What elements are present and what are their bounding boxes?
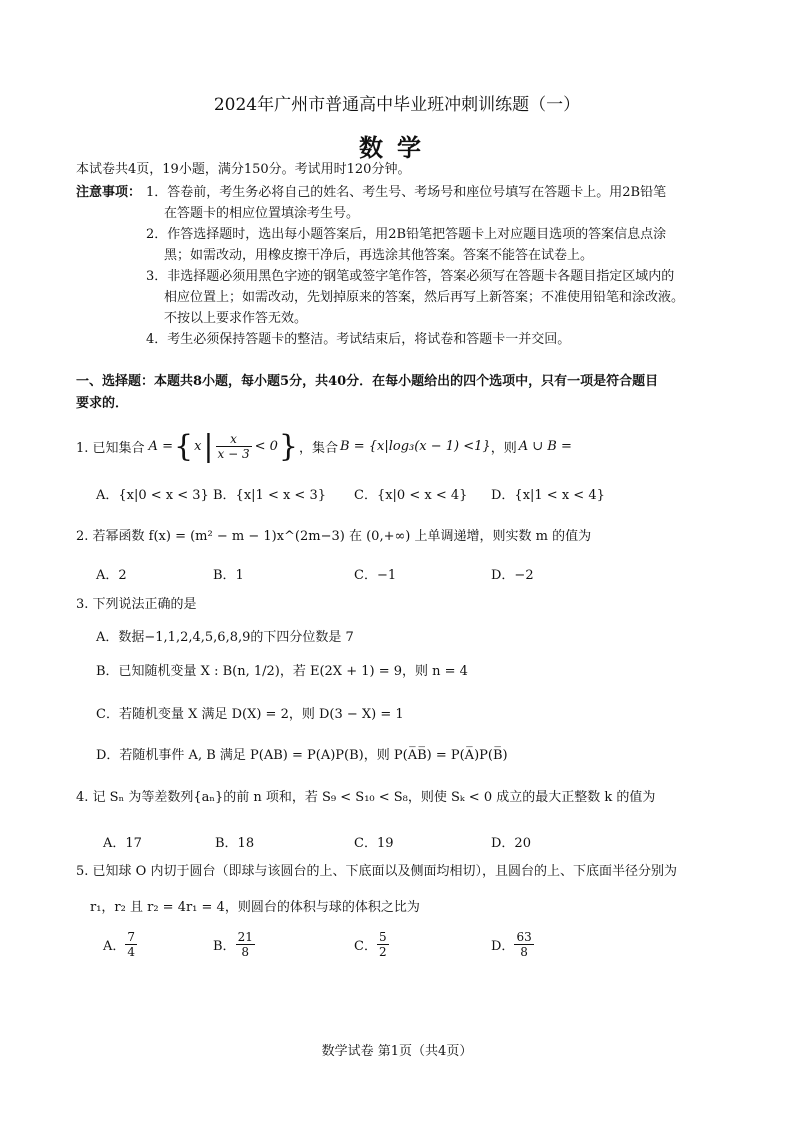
q1-setA-fraction [216,432,252,461]
q5-option-a-letter: A． [103,939,126,954]
q1-setA-var: x [194,438,202,454]
question-3-stem: 3. 下列说法正确的是 [76,597,197,612]
q4-option-c[interactable]: C．19 [354,836,394,851]
q5-option-c-den: 2 [378,945,387,959]
q5-option-d-letter: D． [491,939,515,954]
q5-option-b[interactable] [213,930,255,959]
note-3-line-3: 不按以上要求作答无效。 [164,311,308,326]
note-3-line-1: 3．非选择题必须用黑色字迹的钢笔或签字笔作答，答案必须写在答题卡各题目指定区域内的 [146,269,675,284]
q3-option-a[interactable]: A．数据−1,1,2,4,5,6,8,9的下四分位数是 7 [96,630,354,645]
q2-option-a[interactable]: A．2 [96,568,127,583]
q1-option-b[interactable]: B．{x|1 < x < 3} [213,488,326,503]
question-4-stem: 4. 记 Sₙ 为等差数列{aₙ}的前 n 项和，若 S₉ < S₁₀ < S₈，则使 Sₖ < 0 成立的最大正整数 k 的值为 [76,790,656,805]
q3-option-b[interactable]: B．已知随机变量 X : B(n, 1/2)，若 E(2X + 1) = 9，则 n = 4 [96,664,468,679]
q1-setA-numerator: x [216,432,252,447]
q5-option-b-fraction [236,930,255,959]
q5-option-c[interactable] [354,930,389,959]
q2-option-d[interactable]: D．−2 [491,568,534,583]
q5-option-d[interactable] [491,930,534,959]
q5-option-b-den: 8 [241,945,250,959]
note-2-line-1: 2．作答选择题时，选出每小题答案后，用2B铅笔把答题卡上对应题目选项的答案信息点涂 [146,227,667,242]
note-1-line-1: 1．答卷前，考生务必将自己的姓名、考生号、考场号和座位号填写在答题卡上。用2B铅笔 [146,185,667,200]
q1-option-a[interactable]: A．{x|0 < x < 3} [96,488,209,503]
q5-option-a-num: 7 [127,930,136,944]
exam-title: 2024年广州市普通高中毕业班冲刺训练题（一） [213,95,581,115]
q1-option-c[interactable]: C．{x|0 < x < 4} [354,488,468,503]
q5-option-a[interactable] [103,930,137,959]
exam-intro: 本试卷共4页，19小题，满分150分。考试用时120分钟。 [76,162,411,177]
q1-setA-rhs: < 0 [254,438,278,454]
q5-option-a-den: 4 [127,945,136,959]
notes-label: 注意事项： [76,185,142,200]
q1-prefix: 1. 已知集合 [76,440,145,456]
q1-mid: ，集合 [299,440,339,456]
note-2-line-2: 黑；如需改动，用橡皮擦干净后，再选涂其他答案。答案不能答在试卷上。 [164,248,594,263]
q3-option-c[interactable]: C．若随机变量 X 满足 D(X) = 2，则 D(3 − X) = 1 [96,707,404,722]
page-footer: 数学试卷 第1页（共4页） [321,1044,473,1059]
q4-option-b[interactable]: B．18 [215,836,255,851]
note-3-line-2: 相应位置上；如需改动，先划掉原来的答案，然后再写上新答案；不准使用铅笔和涂改液。 [164,290,685,305]
q5-option-c-fraction [377,930,389,959]
q5-option-d-num: 63 [516,930,532,944]
q5-option-b-letter: B． [213,939,236,954]
note-4-line-1: 4．考生必须保持答题卡的整洁。考试结束后，将试卷和答题卡一并交回。 [146,332,571,347]
bar-icon: | [203,428,214,464]
q1-union: A ∪ B = [518,438,572,454]
q5-option-c-letter: C． [354,939,377,954]
q1-tail: ，则 [490,440,517,456]
q1-option-d[interactable]: D．{x|1 < x < 4} [491,488,605,503]
q5-option-d-den: 8 [520,945,528,959]
question-1-stem [76,428,572,464]
q5-option-d-fraction [514,930,533,959]
q5-option-a-fraction [125,930,137,959]
q1-setA-lhs: A = [148,438,173,454]
q5-option-c-num: 5 [378,930,387,944]
q1-setA-denominator: x − 3 [217,446,250,461]
subject-heading: 数学 [359,133,435,162]
section-1-heading: 一、选择题：本题共8小题，每小题5分，共40分．在每小题给出的四个选项中，只有一项是符合题目 [76,374,659,389]
brace-close-icon: } [278,428,298,464]
note-1-line-2: 在答题卡的相应位置填涂考生号。 [164,206,360,221]
q4-option-a[interactable]: A．17 [103,836,142,851]
q2-option-c[interactable]: C．−1 [354,568,397,583]
question-2-stem: 2. 若幂函数 f(x) = (m² − m − 1)x^(2m−3) 在 (0,+∞) 上单调递增，则实数 m 的值为 [76,529,592,544]
q3-option-d[interactable]: D．若随机事件 A, B 满足 P(AB) = P(A)P(B)，则 P(A̅B̅) = P(A̅)P(B̅) [96,748,508,763]
q1-setB: B = {x|log₃(x − 1) <1} [340,438,491,454]
q4-option-d[interactable]: D．20 [491,836,531,851]
brace-open-icon: { [173,428,194,464]
q5-option-b-num: 21 [237,930,253,944]
q2-option-b[interactable]: B．1 [213,568,244,583]
question-5-stem-line-2: r₁，r₂ 且 r₂ = 4r₁ = 4，则圆台的体积与球的体积之比为 [90,900,420,915]
question-5-stem-line-1: 5. 已知球 O 内切于圆台（即球与该圆台的上、下底面以及侧面均相切），且圆台的上、下底面半径分别为 [76,864,677,879]
section-1-heading-cont: 要求的． [76,396,129,411]
